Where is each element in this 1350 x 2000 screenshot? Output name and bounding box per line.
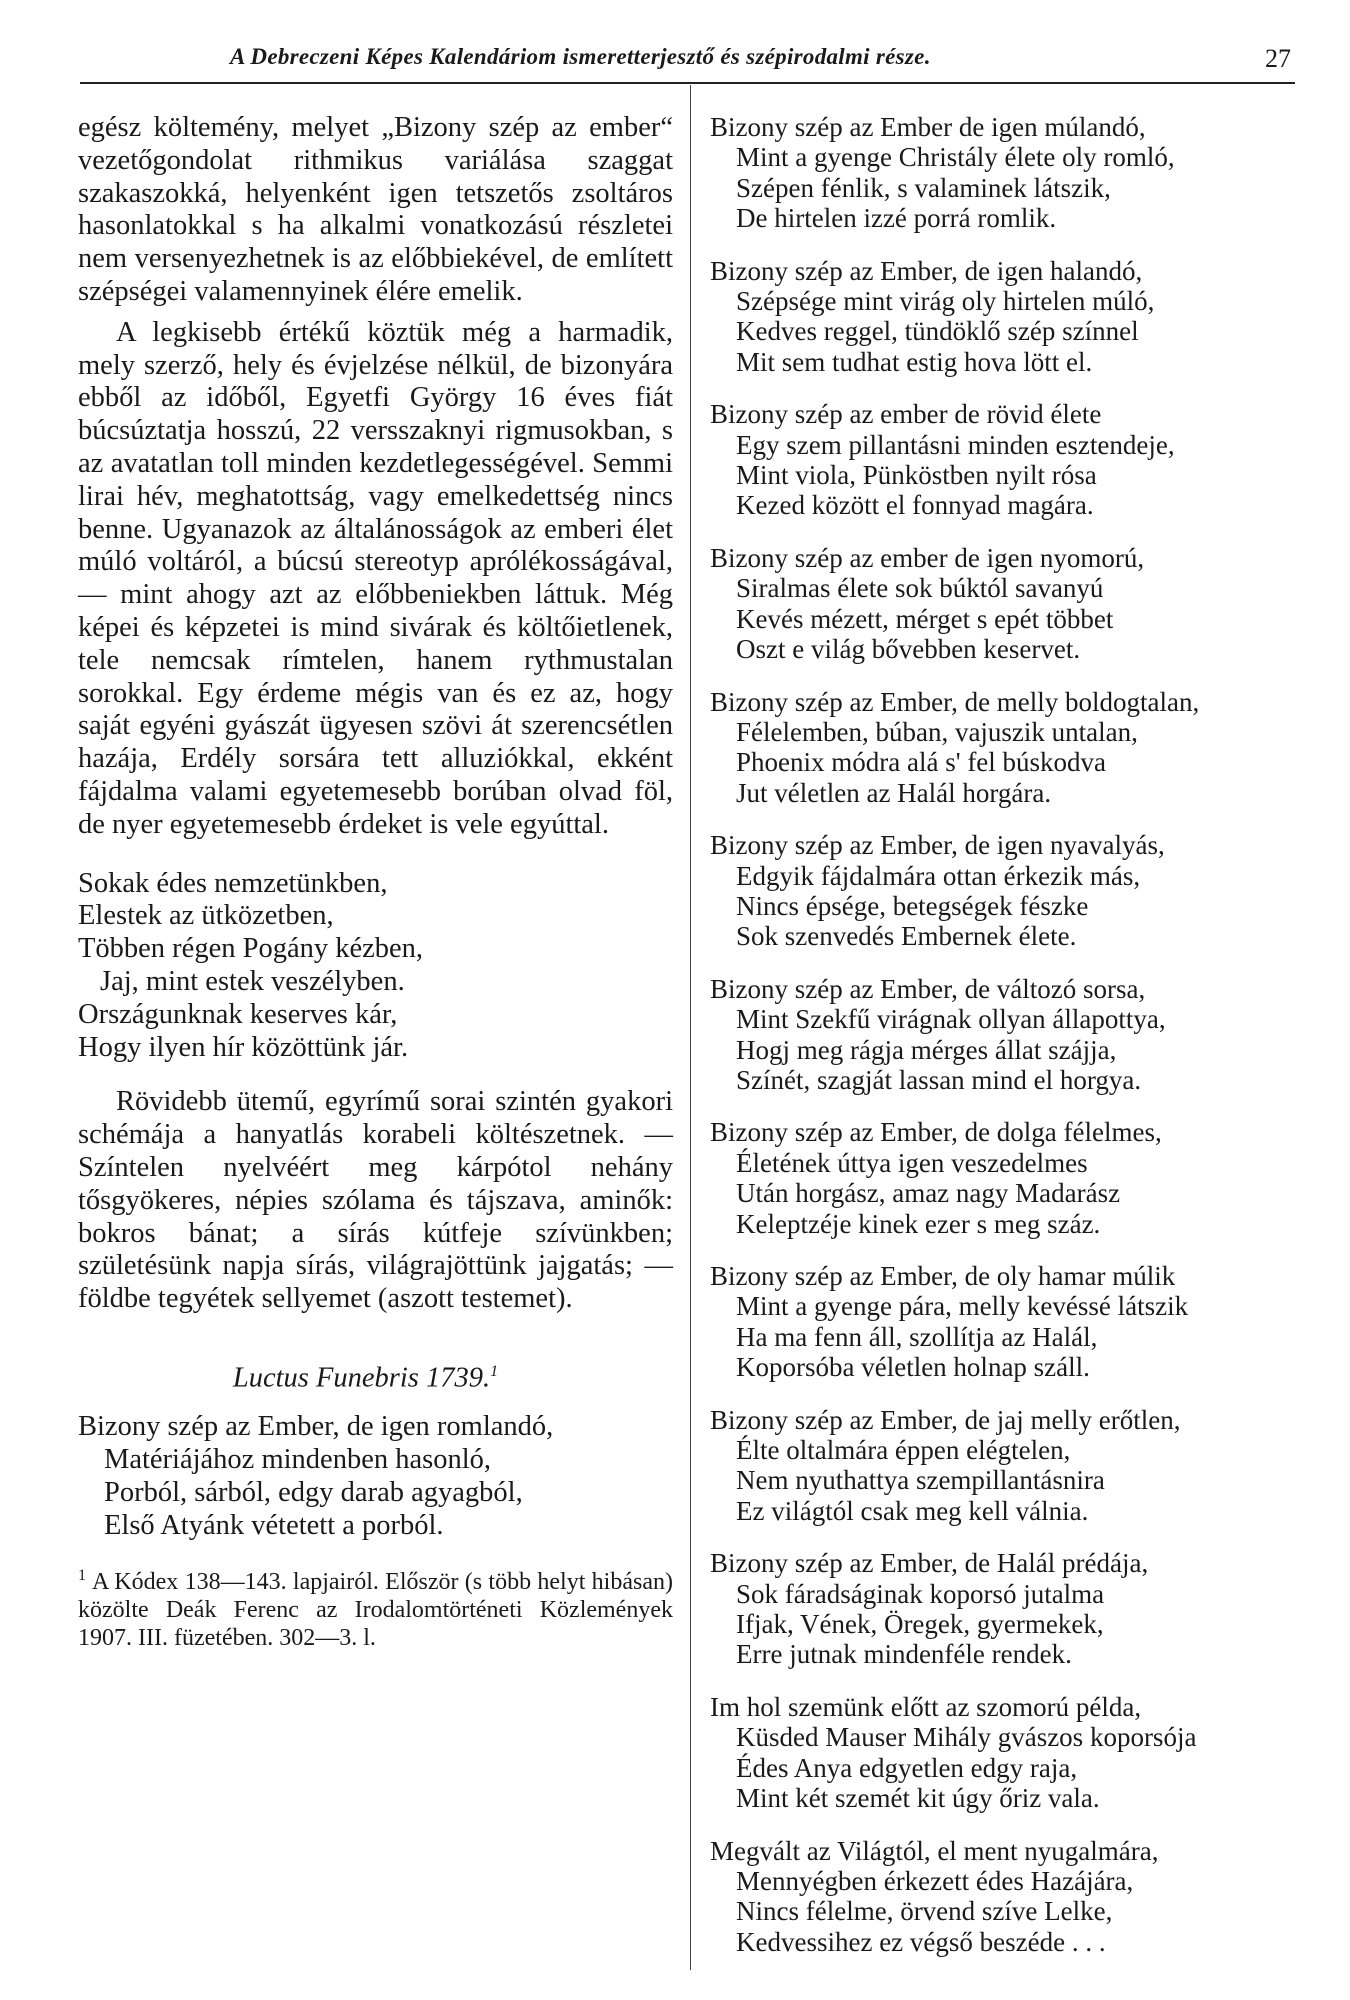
- stanza-line: Bizony szép az Ember, de melly boldogtalan,: [710, 686, 1200, 717]
- stanza: [710, 687, 1305, 809]
- stanza-line: Bizony szép az Ember, de oly hamar múlik: [710, 1261, 1176, 1291]
- stanza-line: Szépen fénlik, s valaminek látszik,: [736, 172, 1111, 203]
- poem-line: Elestek az ütközetben,: [78, 900, 334, 932]
- stanza-line: Bizony szép az ember de igen nyomorú,: [710, 542, 1145, 573]
- stanza-line: Élte oltalmára éppen elégtelen,: [736, 1435, 1071, 1466]
- paragraph-3: Rövidebb ütemű, egyrímű sorai szintén gyakori schémája a hanyatlás korabeli költészetnek. — Színtelen nyelvéért meg kárpótol nehány tősgyökeres, népies szólama és tájszava, aminők: bokros bánat; a sírás kútfeje szívünkben; születésünk napja sírás, világrajöttünk jajgatás; — földbe tegyétek sellyemet (aszott testemet).: [78, 1086, 673, 1315]
- stanza-line: Bizony szép az Ember, de változó sorsa,: [710, 973, 1146, 1004]
- stanza-line: Mint a gyenge Christály élete oly romló,: [736, 142, 1175, 173]
- footnote-mark: 1: [78, 1567, 86, 1585]
- poem-line: Hogy ilyen hír közöttünk jár.: [78, 1031, 409, 1063]
- stanza-line: Bizony szép az Ember, de igen romlandó,: [78, 1411, 554, 1443]
- stanza-line: Siralmas élete sok búktól savanyú: [736, 573, 1104, 604]
- right-column: [710, 112, 1305, 1979]
- stanza-line: Után horgász, amaz nagy Madarász: [736, 1178, 1121, 1209]
- stanza-line: Bizony szép az ember de rövid élete: [710, 399, 1102, 430]
- stanza-line: Mint viola, Pünköstben nyilt rósa: [736, 460, 1097, 491]
- running-head: A Debreczeni Képes Kalendáriom ismeretterjesztő és szépirodalmi része.: [230, 44, 931, 69]
- stanza: [710, 1692, 1305, 1814]
- stanza-line: Porból, sárból, edgy darab agyagból,: [104, 1476, 523, 1508]
- stanza-line: Bizony szép az Ember, de dolga félelmes,: [710, 1117, 1162, 1148]
- poem-title-text: Luctus Funebris 1739.: [232, 1362, 491, 1394]
- stanza-line: Első Atyánk vétetett a porból.: [104, 1509, 444, 1541]
- footnote: [78, 1562, 673, 1652]
- stanza-line: Mennyégben érkezett édes Hazájára,: [736, 1865, 1134, 1896]
- stanza-line: Mint a gyenge pára, melly kevéssé látszik: [736, 1291, 1189, 1322]
- stanza-line: Kezed között el fonnyad magára.: [736, 490, 1094, 521]
- poem-title: [78, 1356, 673, 1395]
- stanza-line: Bizony szép az Ember de igen múlandó,: [710, 112, 1146, 142]
- stanza-line: Félelemben, búban, vajuszik untalan,: [736, 716, 1138, 747]
- stanza-line: Im hol szemünk előtt az szomorú példa,: [710, 1691, 1142, 1722]
- paragraph-2: A legkisebb értékű köztük még a harmadik, mely szerző, hely és évjelzése nélkül, de bizonyára ebből az időből, Egyetfi György 16 éves fiát búcsúztatja hosszú, 22 versszaknyi rigmusokban, s az avatatlan toll minden kezdetlegességével. Semmi lirai hév, meghatottság, vagy emelkedettség nincs benne. Ugyanazok az általánosságok az emberi élet múló voltáról, a búcsú stereotyp aprólékosságával, — mint ahogy azt az előbbeniekben láttuk. Még képei és képzetei is mind sivárak és költőietlenek, tele nemcsak rímtelen, hanem rythmustalan sorokkal. Egy érdeme mégis van és ez az, hogy saját egyéni gyászát ügyesen szövi át szerencsétlen hazája, Erdély sorsára tett alluziókkal, ekként fájdalma valami egyetemesebb borúban olvad föl, de nyer egyetemesebb érdeket is vele egyúttal.: [78, 316, 673, 840]
- stanza-line: Edgyik fájdalmára ottan érkezik más,: [736, 860, 1141, 891]
- stanza-line: Bizony szép az Ember, de jaj melly erőtlen,: [710, 1404, 1181, 1435]
- column-divider: [690, 85, 691, 1970]
- stanza: [710, 1261, 1305, 1383]
- stanza: [710, 112, 1305, 234]
- stanza-line: Színét, szagját lassan mind el horgya.: [736, 1064, 1142, 1095]
- paragraph-1: egész költemény, melyet „Bizony szép az ember“ vezetőgondolat rithmikus variálása szaggat szakaszokká, helyenként igen tetszetős zsoltáros hasonlatokkal s ha alkalmi vonatkozású részletei nem versenyezhetnek is az előbbiekével, de említett szépségei valamennyinek élére emelik.: [78, 112, 673, 307]
- stanza-line: Sok fáradságinak koporsó jutalma: [736, 1578, 1105, 1609]
- stanza-line: Sok szenvedés Embernek élete.: [736, 921, 1077, 952]
- stanza: [710, 543, 1305, 665]
- stanza-line: Mint két szemét kit úgy őriz vala.: [736, 1783, 1100, 1814]
- page-number: 27: [1265, 44, 1291, 73]
- stanza-line: Ifjak, Vének, Öregek, gyermekek,: [736, 1609, 1104, 1640]
- stanza-line: Bizony szép az Ember, de igen halandó,: [710, 255, 1143, 286]
- stanza-line: Oszt e világ bővebben keservet.: [736, 634, 1081, 665]
- stanza-line: Matériájához mindenben hasonló,: [104, 1443, 492, 1475]
- stanza-line: Nincs félelme, örvend szíve Lelke,: [736, 1896, 1113, 1927]
- stanza: [710, 830, 1305, 952]
- poem-line: Többen régen Pogány kézben,: [78, 933, 424, 965]
- stanza-line: De hirtelen izzé porrá romlik.: [736, 203, 1057, 234]
- stanza-line: Kedvessihez ez végső beszéde . . .: [736, 1926, 1106, 1957]
- stanza-line: Mit sem tudhat estig hova lött el.: [736, 346, 1093, 377]
- stanza-line: Életének úttya igen veszedelmes: [736, 1147, 1088, 1178]
- stanza-line: Kevés mézett, mérget s epét többet: [736, 603, 1114, 634]
- stanza: [710, 256, 1305, 378]
- stanza: [710, 1836, 1305, 1958]
- stanza-line: Kedves reggel, tündöklő szép színnel: [736, 316, 1139, 347]
- stanza-line: Keleptzéje kinek ezer s meg száz.: [736, 1208, 1101, 1239]
- stanza: [78, 1411, 673, 1542]
- stanza-line: Koporsóba véletlen holnap száll.: [736, 1352, 1090, 1383]
- stanza: [710, 1548, 1305, 1670]
- stanza-line: Édes Anya edgyetlen edgy raja,: [736, 1752, 1078, 1783]
- stanza-line: Nincs épsége, betegségek fészke: [736, 890, 1089, 921]
- footnote-text: A Kódex 138—143. lapjairól. Először (s több helyt hibásan) közölte Deák Ferenc az Irodalomtörténeti Közlemények 1907. III. füzetében. 302—3. l.: [78, 1569, 673, 1652]
- stanza: [710, 1405, 1305, 1527]
- page-header: [80, 42, 1295, 84]
- stanza-line: Szépsége mint virág oly hirtelen múló,: [736, 286, 1155, 317]
- stanza-line: Egy szem pillantásni minden esztendeje,: [736, 429, 1175, 460]
- stanza-line: Ez világtól csak meg kell válnia.: [736, 1495, 1089, 1526]
- stanza: [710, 399, 1305, 521]
- stanza: [710, 1117, 1305, 1239]
- stanza-line: Ha ma fenn áll, szollítja az Halál,: [736, 1321, 1098, 1352]
- stanza-line: Jut véletlen az Halál horgára.: [736, 777, 1052, 808]
- stanza-line: Küsded Mauser Mihály gvászos koporsója: [736, 1722, 1197, 1753]
- stanza-line: Phoenix módra alá s' fel búskodva: [736, 747, 1107, 778]
- stanza-line: Megvált az Világtól, el ment nyugalmára,: [710, 1835, 1159, 1866]
- stanza-line: Hogj meg rágja mérges állat szájja,: [736, 1034, 1117, 1065]
- stanza-line: Bizony szép az Ember, de igen nyavalyás,: [710, 830, 1165, 861]
- poem-line: Országunknak keserves kár,: [78, 998, 398, 1030]
- stanza-line: Bizony szép az Ember, de Halál prédája,: [710, 1548, 1149, 1579]
- stanza-line: Erre jutnak mindenféle rendek.: [736, 1639, 1072, 1670]
- footnote-reference: 1: [490, 1362, 499, 1380]
- stanza: [710, 974, 1305, 1096]
- poem-line: Jaj, mint estek veszélyben.: [100, 965, 405, 997]
- quoted-poem: [78, 868, 673, 1065]
- stanza-line: Mint Szekfű virágnak ollyan állapottya,: [736, 1004, 1166, 1035]
- left-column: [78, 112, 673, 1652]
- stanza-line: Nem nyuthattya szempillantásnira: [736, 1465, 1105, 1496]
- poem-line: Sokak édes nemzetünkben,: [78, 867, 388, 899]
